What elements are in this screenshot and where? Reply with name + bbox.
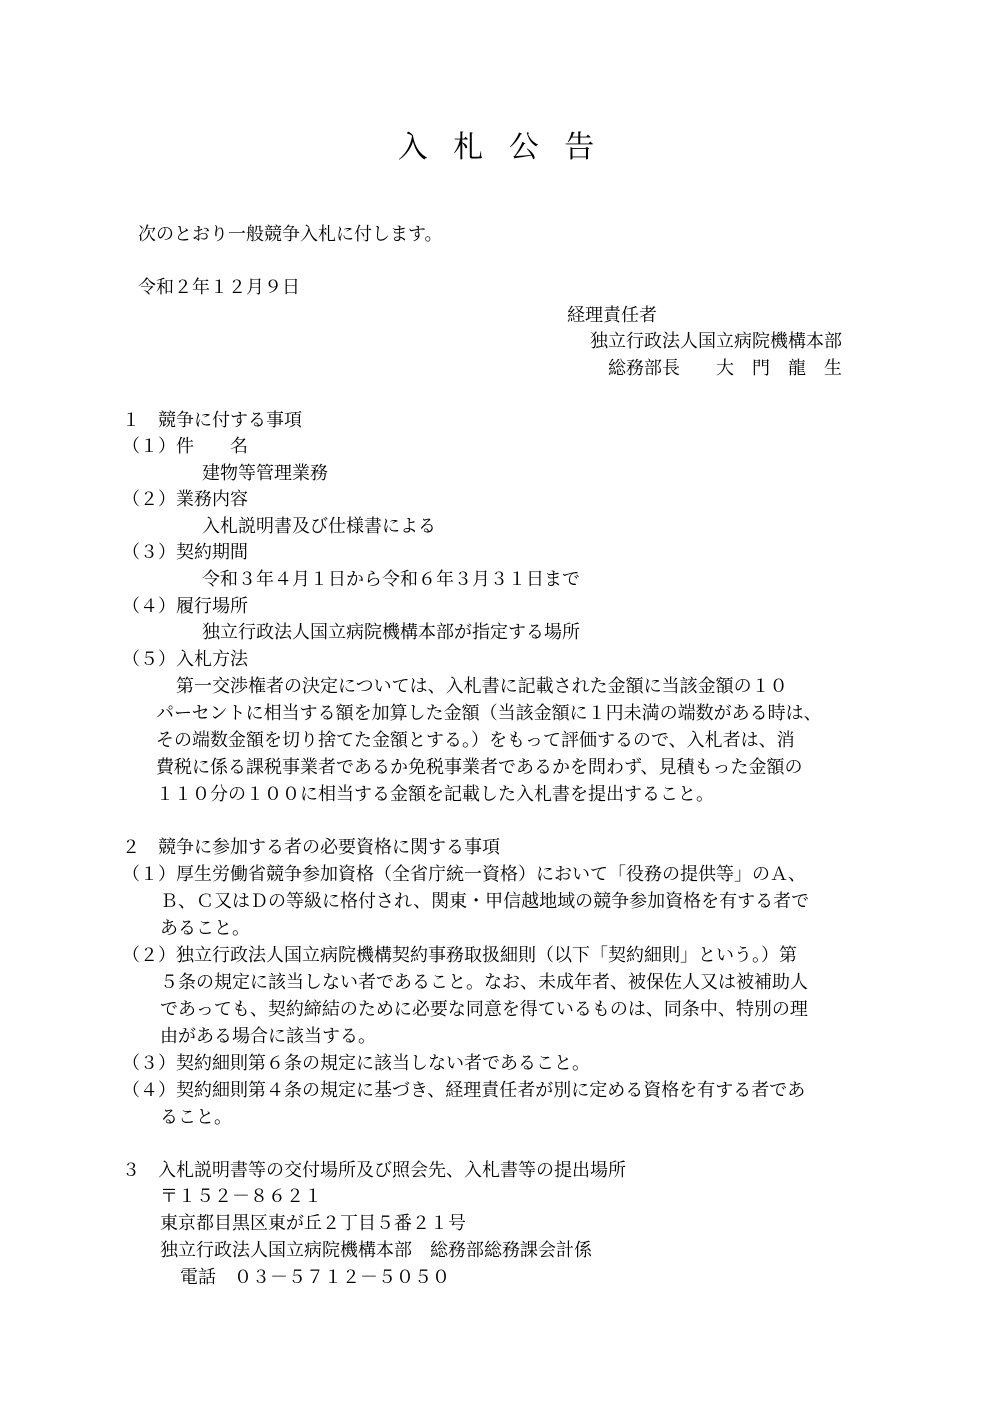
s2-item2-line: 由がある場合に該当する。 xyxy=(160,1026,376,1047)
s2-item1-line: （１）厚生労働省競争参加資格（全省庁統一資格）において「役務の提供等」のＡ、 xyxy=(122,864,806,885)
address: 東京都目黒区東が丘２丁目５番２１号 xyxy=(160,1213,466,1234)
intro-text: 次のとおり一般競争入札に付します。 xyxy=(138,224,443,245)
issuer-name: 総務部長 大 門 龍 生 xyxy=(608,358,842,379)
s1-item5-line: １１０分の１００に相当する金額を記載した入札書を提出すること。 xyxy=(156,784,714,805)
s2-item2-line: （２）独立行政法人国立病院機構契約事務取扱細則（以下「契約細則」という。）第 xyxy=(122,945,797,966)
s1-item4-value: 独立行政法人国立病院機構本部が指定する場所 xyxy=(202,622,580,643)
s1-item2-label: （２）業務内容 xyxy=(122,489,248,510)
postal-code: 〒１５２－８６２１ xyxy=(160,1186,322,1207)
issue-date: 令和２年１２月９日 xyxy=(138,277,300,298)
issuer-organization: 独立行政法人国立病院機構本部 xyxy=(590,331,842,352)
s2-item1-line: Ｂ、Ｃ又はＤの等級に格付され、関東・甲信越地域の競争参加資格を有する者で xyxy=(160,891,810,912)
office-name: 独立行政法人国立病院機構本部 総務部総務課会計係 xyxy=(160,1240,592,1261)
s1-item3-label: （３）契約期間 xyxy=(122,542,248,563)
s2-item4-line: （４）契約細則第４条の規定に基づき、経理責任者が別に定める資格を有する者であ xyxy=(122,1080,806,1101)
s2-item2-line: ５条の規定に該当しない者であること。なお、未成年者、被保佐人又は被補助人 xyxy=(160,972,808,993)
s1-item3-value: 令和３年４月１日から令和６年３月３１日まで xyxy=(202,569,580,590)
s1-item5-line: 第一交渉権者の決定については、入札書に記載された金額に当該金額の１０ xyxy=(176,676,788,697)
s2-item1-line: あること。 xyxy=(160,918,250,939)
document-title: 入 札 公 告 xyxy=(397,130,603,165)
s1-item5-line: その端数金額を切り捨てた金額とする。）をもって評価するので、入札者は、消 xyxy=(156,730,795,751)
s1-item5-label: （５）入札方法 xyxy=(122,649,248,670)
s2-item3-line: （３）契約細則第６条の規定に該当しない者であること。 xyxy=(122,1053,590,1074)
s1-item1-value: 建物等管理業務 xyxy=(202,463,328,484)
section-1-heading: １ 競争に付する事項 xyxy=(122,410,302,431)
section-2-heading: ２ 競争に参加する者の必要資格に関する事項 xyxy=(122,837,500,858)
s2-item4-line: ること。 xyxy=(160,1107,232,1128)
section-3-heading: ３ 入札説明書等の交付場所及び照会先、入札書等の提出場所 xyxy=(122,1160,626,1181)
s2-item2-line: であっても、契約締結のために必要な同意を得ているものは、同条中、特別の理 xyxy=(160,999,808,1020)
s1-item1-label: （１）件 名 xyxy=(122,436,248,457)
phone-number: 電話 ０３－５７１２－５０５０ xyxy=(180,1267,450,1288)
s1-item5-line: パーセントに相当する額を加算した金額（当該金額に１円未満の端数がある時は、 xyxy=(156,703,822,724)
s1-item4-label: （４）履行場所 xyxy=(122,596,248,617)
s1-item2-value: 入札説明書及び仕様書による xyxy=(202,516,436,537)
issuer-role: 経理責任者 xyxy=(567,305,657,326)
s1-item5-line: 費税に係る課税事業者であるか免税事業者であるかを問わず、見積もった金額の xyxy=(156,757,803,778)
